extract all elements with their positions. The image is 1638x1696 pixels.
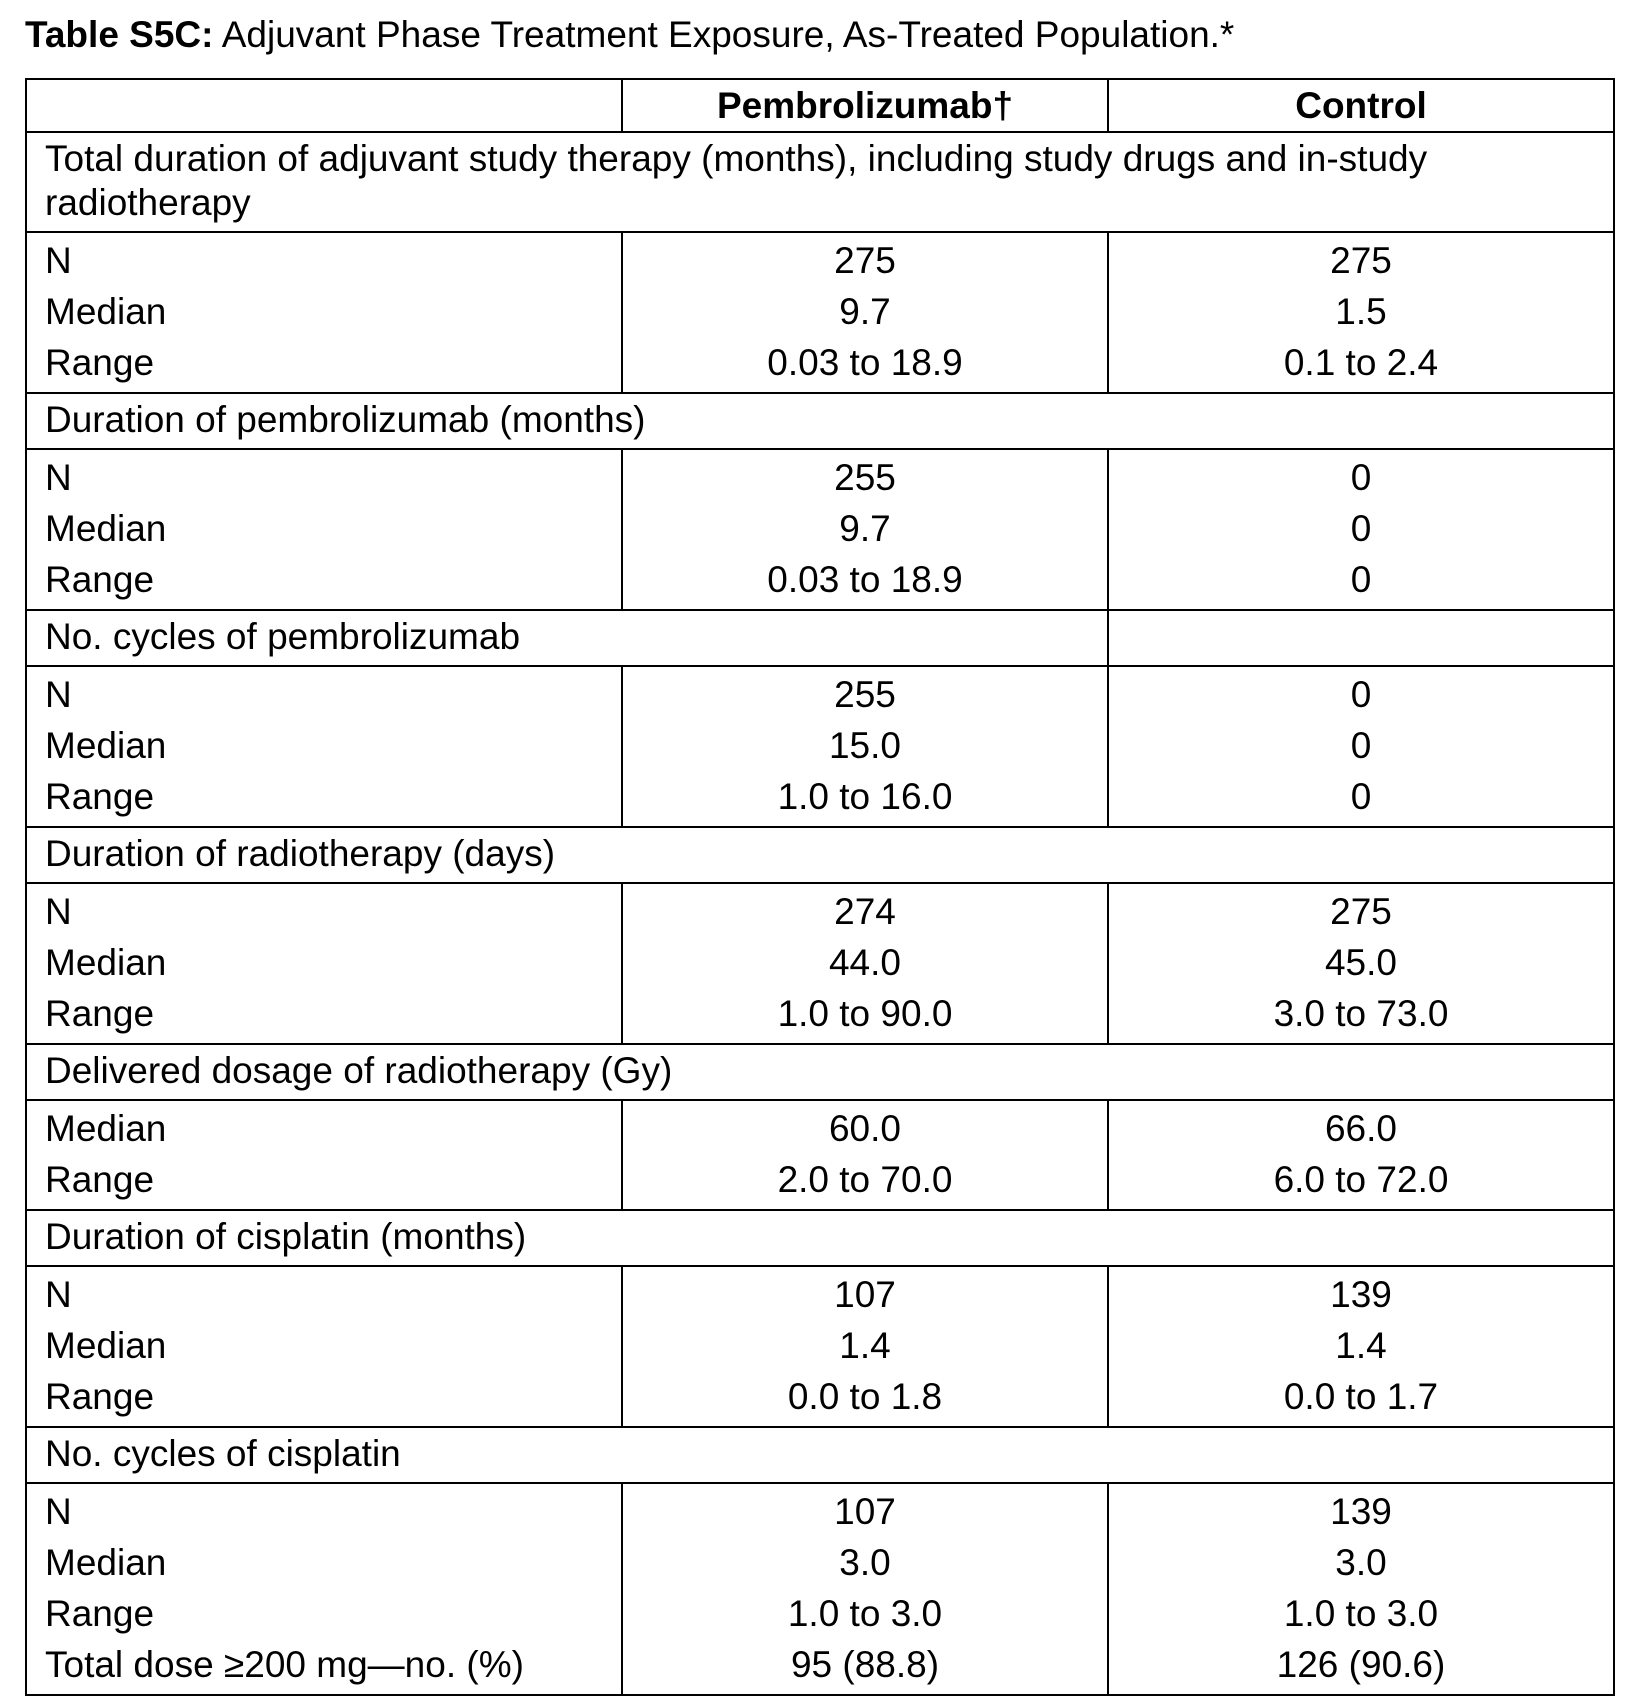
row-label: Median [45,291,167,332]
section-data-row [26,1483,1614,1695]
pembrolizumab-values [622,449,1108,610]
row-label: Range [45,1159,155,1200]
row-label: Range [45,1593,155,1634]
pembrolizumab-value: 60.0 [828,1108,901,1149]
row-label: Median [45,1542,167,1583]
control-value: 3.0 to 73.0 [1273,993,1449,1034]
header-empty-cell [26,79,622,132]
section-heading: No. cycles of pembrolizumab [26,610,1108,666]
pembrolizumab-value: 274 [834,891,896,932]
section-heading-row [26,1210,1614,1266]
row-label: Range [45,1376,155,1417]
table-title-text: Adjuvant Phase Treatment Exposure, As-Treated Population.* [221,14,1235,55]
control-values [1108,232,1614,393]
pembrolizumab-value: 1.0 to 3.0 [787,1593,943,1634]
control-value: 1.4 [1335,1325,1387,1366]
control-values [1108,1100,1614,1210]
section-heading: Duration of radiotherapy (days) [26,827,1614,883]
pembrolizumab-value: 0.0 to 1.8 [787,1376,943,1417]
table-title-label: Table S5C: [25,14,214,55]
control-value: 1.5 [1335,291,1387,332]
pembrolizumab-value: 9.7 [839,291,891,332]
pembrolizumab-value: 15.0 [828,725,901,766]
section-heading: Duration of cisplatin (months) [26,1210,1614,1266]
control-value: 139 [1330,1274,1392,1315]
section-data-row [26,232,1614,393]
pembrolizumab-values [622,1483,1108,1695]
pembrolizumab-value: 275 [834,240,896,281]
section-heading-row [26,132,1614,232]
section-data-row [26,1100,1614,1210]
pembrolizumab-value: 44.0 [828,942,901,983]
pembrolizumab-value: 255 [834,674,896,715]
control-value: 0 [1350,776,1372,817]
control-value: 0 [1350,508,1372,549]
section-heading-row [26,1427,1614,1483]
control-value: 1.0 to 3.0 [1283,1593,1439,1634]
pembrolizumab-value: 2.0 to 70.0 [777,1159,953,1200]
section-heading-empty-cell [1108,610,1614,666]
pembrolizumab-value: 1.0 to 16.0 [777,776,953,817]
control-values [1108,666,1614,827]
control-value: 0.1 to 2.4 [1283,342,1439,383]
pembrolizumab-values [622,1100,1108,1210]
table-title [25,12,1234,58]
pembrolizumab-value: 95 (88.8) [790,1644,940,1685]
pembrolizumab-value: 1.4 [839,1325,891,1366]
control-value: 0 [1350,725,1372,766]
section-data-row [26,449,1614,610]
pembrolizumab-value: 255 [834,457,896,498]
section-heading: Total duration of adjuvant study therapy (months), including study drugs and in-study radiotherapy [26,132,1614,232]
section-heading-row [26,393,1614,449]
control-value: 0 [1350,674,1372,715]
control-value: 275 [1330,891,1392,932]
control-value: 6.0 to 72.0 [1273,1159,1449,1200]
row-label: Range [45,993,155,1034]
row-label: N [45,1274,72,1315]
pembrolizumab-value: 1.0 to 90.0 [777,993,953,1034]
header-row [26,79,1614,132]
row-label: N [45,240,72,281]
header-pembrolizumab: Pembrolizumab† [622,79,1108,132]
exposure-table [25,78,1615,1696]
row-label: N [45,674,72,715]
pembrolizumab-value: 0.03 to 18.9 [767,559,963,600]
section-data-row [26,666,1614,827]
pembrolizumab-value: 9.7 [839,508,891,549]
section-heading-row [26,827,1614,883]
row-labels [26,1483,622,1695]
row-label: N [45,1491,72,1532]
pembrolizumab-values [622,232,1108,393]
section-heading: No. cycles of cisplatin [26,1427,1614,1483]
header-control: Control [1108,79,1614,132]
control-values [1108,1483,1614,1695]
pembrolizumab-value: 3.0 [839,1542,891,1583]
control-value: 275 [1330,240,1392,281]
row-label: Range [45,559,155,600]
row-labels [26,232,622,393]
row-labels [26,666,622,827]
row-label: Median [45,725,167,766]
row-label: Total dose ≥200 mg—no. (%) [45,1644,524,1685]
control-value: 0 [1350,559,1372,600]
row-label: Range [45,342,155,383]
row-label: Median [45,1108,167,1149]
pembrolizumab-value: 0.03 to 18.9 [767,342,963,383]
control-values [1108,1266,1614,1427]
control-value: 0 [1350,457,1372,498]
control-value: 3.0 [1335,1542,1387,1583]
row-label: N [45,457,72,498]
row-label: N [45,891,72,932]
control-value: 139 [1330,1491,1392,1532]
row-label: Median [45,1325,167,1366]
pembrolizumab-values [622,883,1108,1044]
control-values [1108,449,1614,610]
row-labels [26,1100,622,1210]
row-labels [26,1266,622,1427]
section-heading-row [26,1044,1614,1100]
section-data-row [26,883,1614,1044]
control-value: 0.0 to 1.7 [1283,1376,1439,1417]
pembrolizumab-values [622,1266,1108,1427]
section-heading-row [26,610,1614,666]
row-labels [26,883,622,1044]
row-labels [26,449,622,610]
pembrolizumab-value: 107 [834,1491,896,1532]
pembrolizumab-value: 107 [834,1274,896,1315]
section-heading: Delivered dosage of radiotherapy (Gy) [26,1044,1614,1100]
row-label: Median [45,942,167,983]
row-label: Range [45,776,155,817]
section-heading: Duration of pembrolizumab (months) [26,393,1614,449]
section-data-row [26,1266,1614,1427]
control-values [1108,883,1614,1044]
control-value: 45.0 [1324,942,1397,983]
pembrolizumab-values [622,666,1108,827]
row-label: Median [45,508,167,549]
control-value: 66.0 [1324,1108,1397,1149]
control-value: 126 (90.6) [1276,1644,1446,1685]
